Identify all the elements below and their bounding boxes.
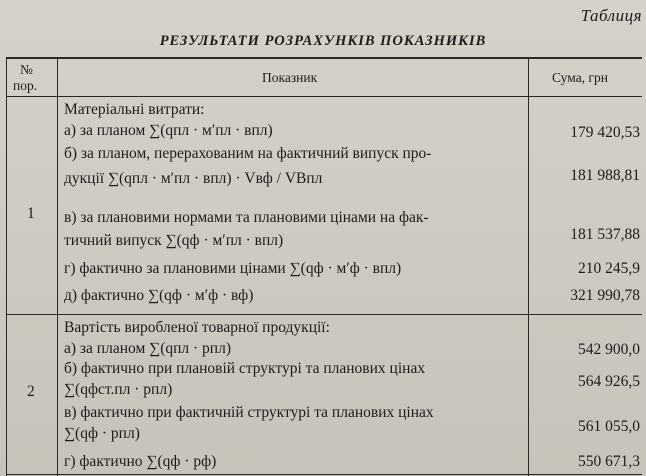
table-caption: Таблиця [580,6,642,25]
col-divider-1 [57,57,58,476]
header-num: № [20,62,33,77]
row-number: 2 [27,383,35,400]
item-label: а) за планом [64,122,146,139]
item-label: в) за плановими нормами та плановими цінами на фак- [64,209,429,226]
list-item [64,404,434,422]
header-indicator: Показник [262,70,318,85]
table-left-border [6,57,7,476]
list-item [64,287,253,305]
item-formula: ∑(qф · pпл) [64,425,140,442]
col-divider-2 [528,57,529,476]
list-item [64,260,401,278]
header-num-2: пор. [13,78,38,93]
item-value: 181 988,81 [570,167,640,184]
item-formula: ∑(qфст.пл · pпл) [64,381,173,398]
list-item-cont [64,170,322,188]
list-item [64,209,429,227]
item-formula: ∑(qф · м′ф · вф) [147,287,254,304]
item-formula: ∑(qф · м′ф · впл) [289,260,402,277]
item-label: б) фактично при плановій структурі та планових цінах [64,360,426,377]
item-value: 550 671,3 [578,453,640,470]
item-label: д) фактично [64,287,145,304]
table-bottom-border [6,474,642,475]
item-formula: ∑(qпл · м′пл · впл) [149,122,273,139]
list-item [64,340,231,358]
item-value: 181 537,88 [570,226,640,243]
row-number: 1 [27,205,35,222]
list-item [64,145,431,163]
table-top-border [6,57,642,59]
item-formula: ∑(qф · pф) [146,453,217,470]
item-formula: ∑(qпл · м′пл · впл) · Vвф / VВпл [107,170,323,187]
item-value: 321 990,78 [570,287,640,304]
header-sum: Сума, грн [552,70,608,85]
item-label-cont: тичний випуск [64,232,162,249]
item-label: а) за планом [64,340,146,357]
item-label: б) за планом, перерахованим на фактичний випуск про- [64,145,432,162]
item-value: 564 926,5 [578,373,640,390]
item-value: 179 420,53 [570,124,640,141]
list-item-cont [64,381,172,399]
list-item-cont [64,425,140,443]
list-item-cont [64,232,283,250]
row-heading: Матеріальні витрати: [64,101,205,118]
item-value: 210 245,9 [578,260,640,277]
item-label: г) фактично [64,453,143,470]
item-formula: ∑(qпл · pпл) [149,340,231,357]
list-item [64,453,216,471]
item-value: 542 900,0 [578,341,640,358]
header-bottom-border [6,96,642,97]
table-title: РЕЗУЛЬТАТИ РОЗРАХУНКІВ ПОКАЗНИКІВ [159,33,487,49]
item-formula: ∑(qф · м′пл · впл) [165,232,284,249]
list-item [64,360,425,378]
item-value: 561 055,0 [578,418,640,435]
item-label: в) фактично при фактичній структурі та планових цінах [64,404,434,421]
row-divider [6,314,642,315]
list-item [64,122,273,140]
item-label: г) фактично за плановими цінами [64,260,286,277]
item-label-cont: дукції [64,170,105,187]
row-heading: Вартість виробленої товарної продукції: [64,319,330,336]
